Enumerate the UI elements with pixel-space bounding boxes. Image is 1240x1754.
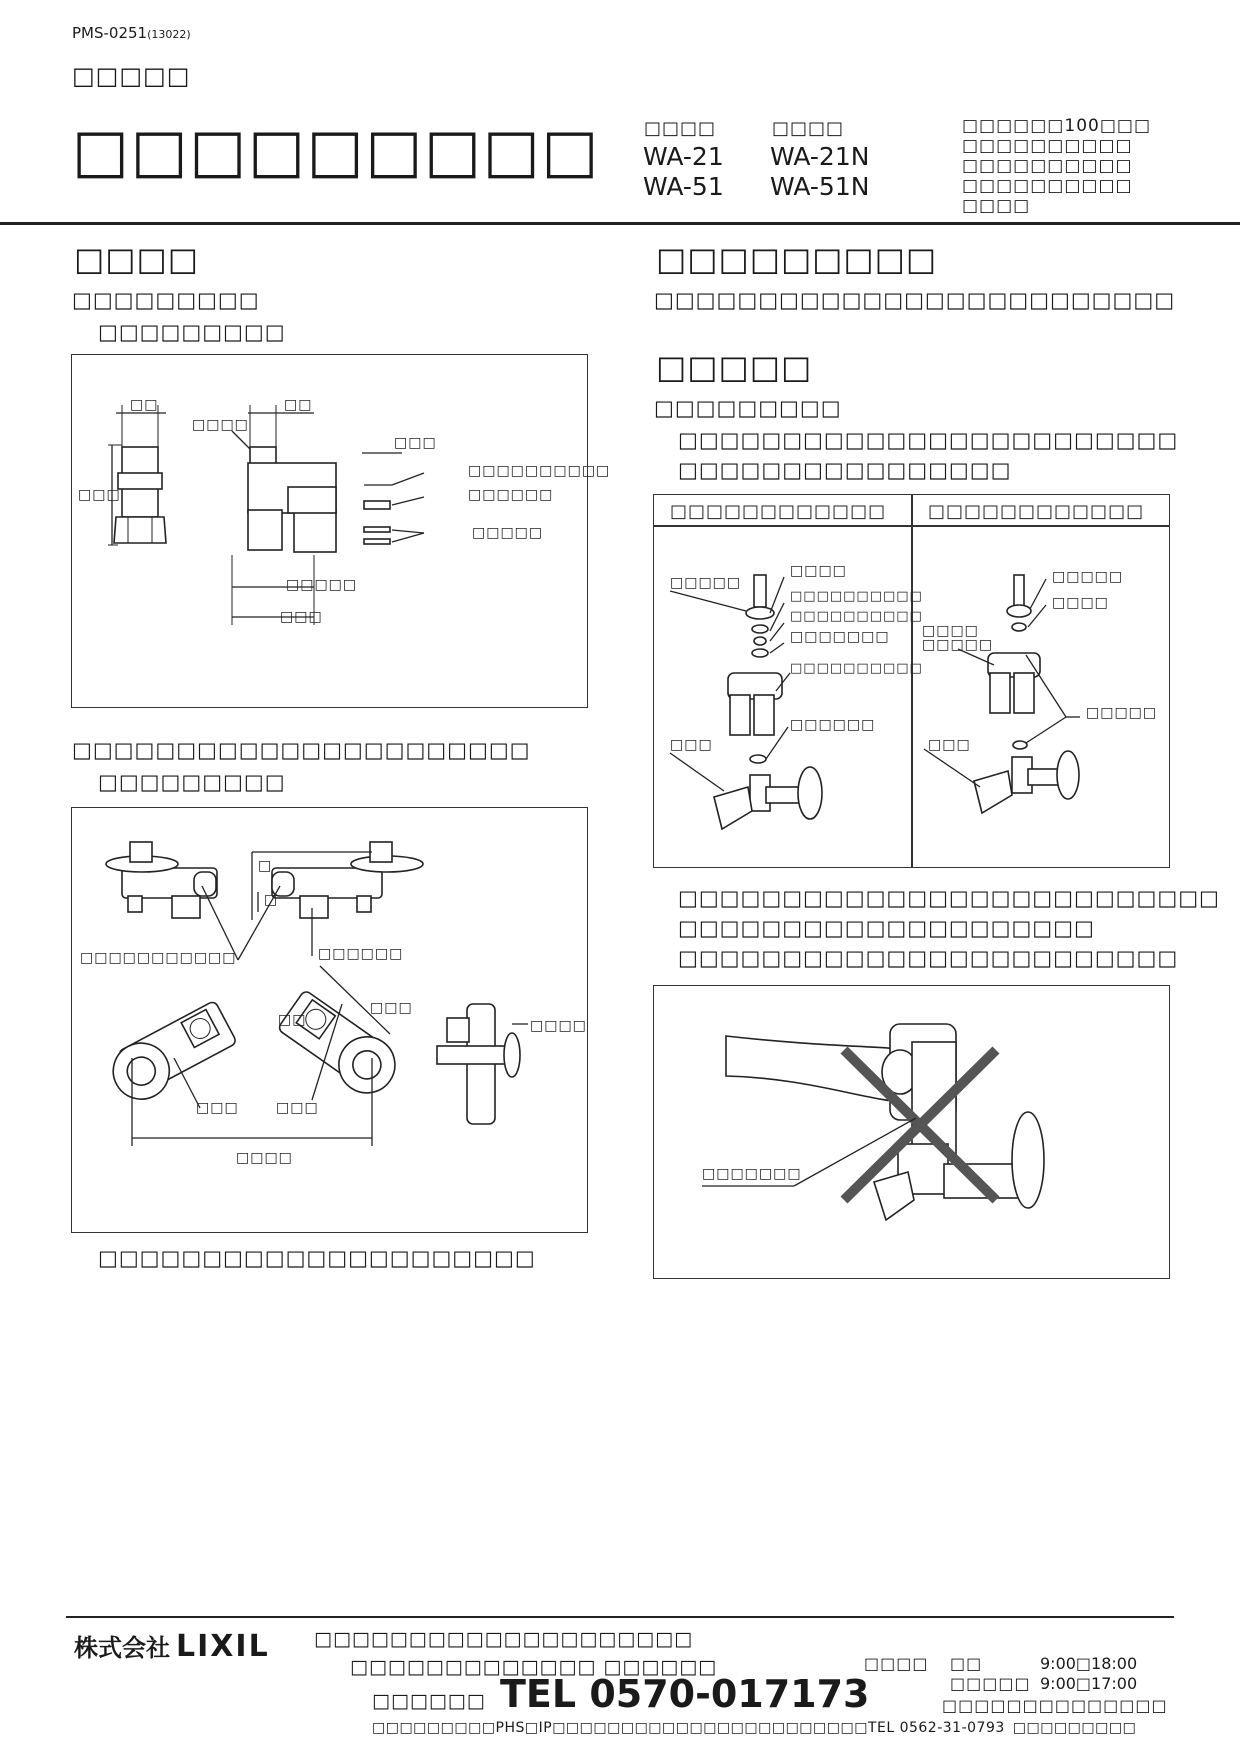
fig3-right-label: □□□□	[1052, 595, 1109, 611]
hours2-label: □□□□□	[950, 1674, 1031, 1693]
fig2-label-d: □□	[278, 1012, 307, 1028]
fig3-left-label: □□□□	[790, 563, 847, 579]
caution-line: □□□□□□□□□□□□□□□□□□□□□□□□□□	[678, 886, 1220, 910]
right-step-title: □□□□□□□□□	[654, 396, 842, 420]
model-col1-item-1: WA-21	[643, 142, 724, 171]
doc-code: PMS-0251(13022)	[72, 24, 191, 42]
fig3-left-label: □□□□□	[670, 575, 742, 591]
brand-name: LIXIL	[176, 1629, 270, 1664]
fig3-left-label: □□□□□□□□□□	[790, 589, 923, 604]
model-col2-item-2: WA-51N	[770, 172, 870, 201]
notice-line: □□□□□□□□□□	[962, 156, 1133, 176]
closed-days: □□□□□□□□□□□□□□	[942, 1696, 1168, 1715]
caution-line: □□□□□□□□□□□□□□□□□□□□	[678, 916, 1095, 940]
footer-address-2: □□□□□□□□□□□□□ □□□□□□	[350, 1656, 718, 1678]
hours1-day: □□	[950, 1654, 983, 1673]
caution-line: □□□□□□□□□□□□□□□□□□□□□□□□	[678, 946, 1179, 970]
fig3-left-label: □□□□□□□	[790, 629, 890, 645]
footer-bottom-line: □□□□□□□□□PHS□IP□□□□□□□□□□□□□□□□□□□□□□□TEL 0562-31-0793 □□□□□□□□□	[372, 1720, 1137, 1736]
figure-3-drawing	[654, 495, 1171, 869]
fig1-part: □□□□□□	[468, 487, 554, 503]
fig2-label-connect: □□□□□□□□□□□	[80, 950, 237, 966]
fig1-part: □□□□□	[472, 525, 544, 541]
fig3-right-label: □□□	[928, 737, 971, 753]
footer-tel: TEL 0570-017173	[500, 1672, 870, 1716]
right-step-body-1: □□□□□□□□□□□□□□□□□□□□□□□□	[678, 428, 1179, 452]
table-head-left: □□□□□□□□□□□□	[670, 501, 887, 522]
hours1-label: □□□□	[864, 1654, 929, 1673]
figure-3-assembly-table	[653, 494, 1170, 868]
fig1-part: □□□□□□□□□□	[468, 463, 611, 479]
table-head-right: □□□□□□□□□□□□	[928, 501, 1145, 522]
figure-4-wrong-usage	[653, 985, 1170, 1279]
notice-line: □□□□□□□□□□	[962, 136, 1133, 156]
figure-2-drawing	[72, 808, 589, 1234]
figure-2-installation	[71, 807, 588, 1233]
notice-line: □□□□	[962, 196, 1031, 216]
fig3-left-label: □□□	[670, 737, 713, 753]
model-col1-item-2: WA-51	[643, 172, 724, 201]
fig3-left-label: □□□□□□□□□□	[790, 609, 923, 624]
step1-sub: □□□□□□□□□	[98, 320, 286, 344]
fig2-label-c: □□□	[370, 1000, 413, 1016]
fig1-label-body: □□□□	[192, 417, 249, 433]
model-col1-head: □□□□	[644, 118, 717, 139]
fig3-right-label: □□□□□	[1086, 705, 1158, 721]
step2-sub: □□□□□□□□□	[98, 770, 286, 794]
left-note: □□□□□□□□□□□□□□□□□□□□□	[98, 1246, 536, 1270]
fig3-right-label: □□□□□	[922, 637, 994, 653]
company-logo	[74, 1628, 270, 1664]
right-step-body-2: □□□□□□□□□□□□□□□□	[678, 458, 1012, 482]
fig3-left-label: □□□□□□	[790, 717, 876, 733]
step2-title: □□□□□□□□□□□□□□□□□□□□□□	[72, 738, 531, 762]
figure-4-drawing	[654, 986, 1171, 1280]
right-heading-1: □□□□□□□□□	[656, 240, 938, 278]
fig1-parts-head: □□□	[394, 435, 437, 451]
hours2-time: 9:00□17:00	[1040, 1674, 1138, 1693]
fig1-label-bottom2: □□□	[280, 609, 323, 625]
footer-address-1: □□□□□□□□□□□□□□□□□□□□	[314, 1628, 694, 1650]
hours1-time: 9:00□18:00	[1040, 1654, 1138, 1673]
right-heading-2: □□□□□	[656, 348, 813, 386]
step1-title: □□□□□□□□□	[72, 288, 260, 312]
fig3-right-label: □□□□	[922, 623, 979, 639]
notice-line: □□□□□□100□□□	[962, 116, 1152, 136]
fig1-dim-top-right: □□	[284, 397, 313, 413]
footer-rule	[66, 1616, 1174, 1618]
fig2-label-b: □	[264, 892, 279, 908]
fig2-label-span: □□□□	[236, 1150, 293, 1166]
fig1-label-bottom1: □□□□□	[286, 577, 358, 593]
right-text-1: □□□□□□□□□□□□□□□□□□□□□□□□□	[654, 288, 1176, 312]
notice-block	[962, 116, 1151, 216]
left-heading: □□□□	[74, 240, 199, 278]
fig2-label-right-arm: □□□	[276, 1100, 319, 1116]
company-prefix: 株式会社	[74, 1634, 170, 1662]
figure-1-dimensions	[71, 354, 611, 708]
fig3-right-label: □□□□□	[1052, 569, 1124, 585]
header-rule	[0, 222, 1240, 225]
notice-line: □□□□□□□□□□	[962, 176, 1133, 196]
fig2-label-screw: □□□□□□	[318, 946, 404, 962]
footer-tel-label: □□□□□□	[372, 1690, 486, 1712]
doc-type: □□□□□	[72, 62, 191, 90]
model-col2-head: □□□□	[772, 118, 845, 139]
fig2-label-left-arm: □□□	[196, 1100, 239, 1116]
fig3-left-label: □□□□□□□□□□	[790, 661, 923, 676]
model-col2-item-1: WA-21N	[770, 142, 870, 171]
fig2-label-e: □□□□	[530, 1018, 587, 1034]
fig1-dim-top-left: □□	[130, 397, 159, 413]
fig1-label-height: □□□	[78, 487, 121, 503]
page-title: □□□□□□□□□	[72, 116, 601, 186]
fig2-label-a: □	[258, 858, 273, 874]
fig4-label: □□□□□□□	[702, 1166, 802, 1182]
